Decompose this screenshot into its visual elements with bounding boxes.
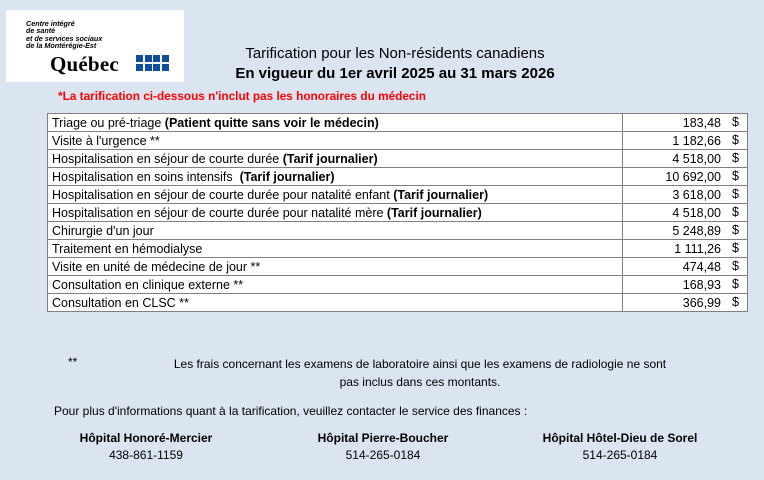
currency-symbol: $ (732, 241, 739, 255)
fee-row (48, 186, 748, 204)
fee-table (47, 113, 748, 312)
hospital-pierre-boucher (273, 430, 493, 464)
service-name (48, 114, 623, 132)
amount-value: 474,48 (682, 259, 721, 274)
fee-row (48, 150, 748, 168)
footnote-line: Les frais concernant les examens de laboratoire ainsi que les examens de radiologie ne sont (173, 357, 667, 371)
hospital-name: Hôpital Honoré-Mercier (79, 431, 213, 445)
service-label: Consultation en CLSC ** (52, 295, 189, 310)
service-label: Hospitalisation en séjour de courte durée pour natalité enfant (52, 187, 394, 202)
fee-row (48, 114, 748, 132)
quebec-flag-icon (136, 55, 170, 76)
fee-row (48, 276, 748, 294)
flag-square-icon (153, 55, 169, 71)
currency-symbol: $ (732, 151, 739, 165)
amount-value: 5 248,89 (672, 223, 721, 238)
service-name (48, 132, 623, 150)
hospital-hotel-dieu-de-sorel (510, 430, 730, 464)
logo-org-line: et de services sociaux (26, 33, 103, 43)
cisss-logo (6, 10, 184, 82)
service-name (48, 168, 623, 186)
fee-row (48, 294, 748, 312)
currency-symbol: $ (732, 259, 739, 273)
service-amount (623, 150, 748, 168)
amount-value: 4 518,00 (672, 205, 721, 220)
hospital-name: Hôpital Pierre-Boucher (317, 431, 449, 445)
logo-org-line: de la Montérégie-Est (26, 41, 97, 51)
amount-value: 10 692,00 (665, 169, 721, 184)
service-label: Hospitalisation en soins intensifs (52, 169, 240, 184)
contact-info: Pour plus d'informations quant à la tarification, veuillez contacter le service des finances : (54, 404, 528, 418)
currency-symbol: $ (732, 115, 739, 129)
service-label: Hospitalisation en séjour de courte durée (52, 151, 283, 166)
footnote-text (100, 355, 740, 391)
amount-value: 4 518,00 (672, 151, 721, 166)
flag-square-icon (136, 55, 152, 71)
service-amount (623, 258, 748, 276)
fee-row (48, 132, 748, 150)
validity-period: En vigueur du 1er avril 2025 au 31 mars 2026 (235, 65, 555, 82)
service-label: Hospitalisation en séjour de courte durée pour natalité mère (52, 205, 387, 220)
amount-value: 3 618,00 (672, 187, 721, 202)
logo-org-line: Centre intégré (26, 19, 75, 28)
hospital-phone: 514-265-0184 (345, 448, 421, 462)
service-amount (623, 186, 748, 204)
service-label: Visite à l'urgence ** (52, 133, 160, 148)
service-qualifier: (Tarif journalier) (282, 151, 378, 166)
service-amount (623, 114, 748, 132)
fee-table-body (48, 114, 748, 312)
page-title: Tarification pour les Non-résidents canadiens (245, 45, 545, 62)
service-name (48, 222, 623, 240)
currency-symbol: $ (732, 295, 739, 309)
fee-row (48, 240, 748, 258)
service-name (48, 240, 623, 258)
footnote-line: pas inclus dans ces montants. (339, 375, 501, 389)
service-name (48, 258, 623, 276)
service-name (48, 276, 623, 294)
service-amount (623, 240, 748, 258)
fee-row (48, 222, 748, 240)
service-amount (623, 132, 748, 150)
service-name (48, 150, 623, 168)
currency-symbol: $ (732, 277, 739, 291)
service-name (48, 186, 623, 204)
logo-org-name (26, 20, 102, 50)
currency-symbol: $ (732, 187, 739, 201)
service-amount (623, 276, 748, 294)
hospital-name: Hôpital Hôtel-Dieu de Sorel (542, 431, 698, 445)
physician-fees-note: *La tarification ci-dessous n'inclut pas les honoraires du médecin (58, 89, 426, 103)
hospital-honore-mercier (36, 430, 256, 464)
currency-symbol: $ (732, 169, 739, 183)
service-amount (623, 294, 748, 312)
fee-row (48, 258, 748, 276)
service-amount (623, 168, 748, 186)
quebec-wordmark: Québec (50, 52, 119, 76)
footnote-marker: ** (68, 355, 78, 369)
currency-symbol: $ (732, 133, 739, 147)
hospital-phone: 438-861-1159 (109, 448, 183, 462)
currency-symbol: $ (732, 223, 739, 237)
currency-symbol: $ (732, 205, 739, 219)
amount-value: 1 182,66 (672, 133, 721, 148)
service-qualifier: (Tarif journalier) (386, 205, 482, 220)
hospital-phone: 514-265-0184 (582, 448, 658, 462)
service-name (48, 294, 623, 312)
service-label: Chirurgie d'un jour (52, 223, 154, 238)
service-label: Consultation en clinique externe ** (52, 277, 244, 292)
service-label: Triage ou pré-triage (52, 115, 165, 130)
fee-row (48, 204, 748, 222)
amount-value: 1 111,26 (674, 241, 721, 256)
service-label: Visite en unité de médecine de jour ** (52, 259, 261, 274)
service-amount (623, 204, 748, 222)
amount-value: 366,99 (682, 295, 721, 310)
amount-value: 168,93 (682, 277, 721, 292)
logo-org-line: de santé (26, 26, 56, 36)
service-qualifier: (Tarif journalier) (239, 169, 335, 184)
service-qualifier: (Patient quitte sans voir le médecin) (164, 115, 379, 130)
service-label: Traitement en hémodialyse (52, 241, 203, 256)
service-amount (623, 222, 748, 240)
fee-row (48, 168, 748, 186)
service-qualifier: (Tarif journalier) (393, 187, 489, 202)
service-name (48, 204, 623, 222)
amount-value: 183,48 (682, 115, 721, 130)
